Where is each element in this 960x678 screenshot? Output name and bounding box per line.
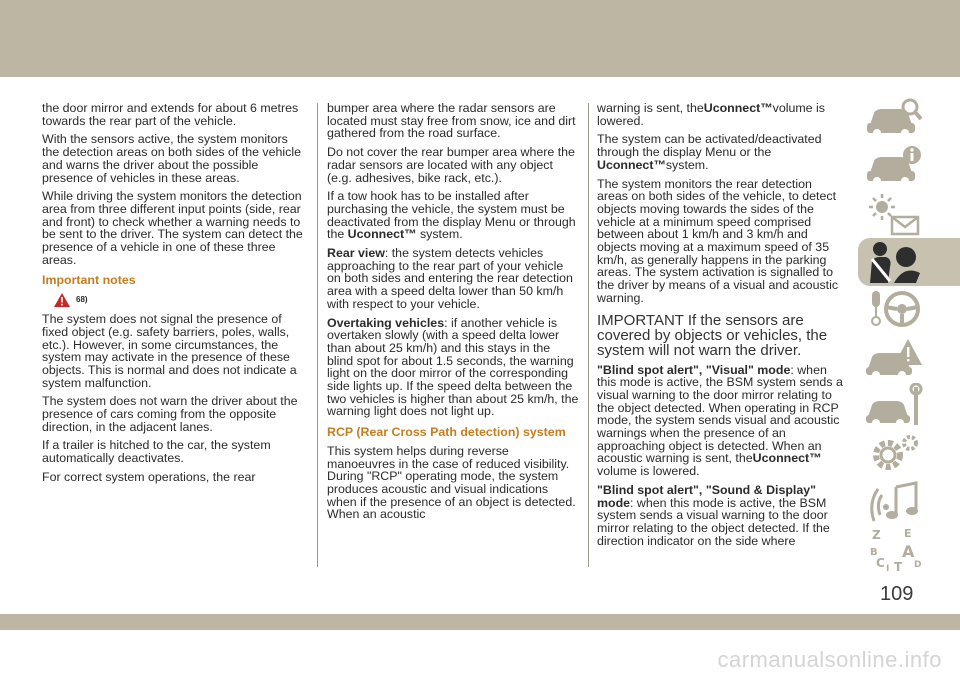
multimedia-icon: [864, 479, 924, 525]
nav-tab-safety[interactable]: [858, 238, 960, 286]
nav-tab-multimedia[interactable]: [858, 478, 960, 526]
text: : when this mode is active, the BSM system sends a visual warning to the door mirror relating to the object detected. If the direction indicator on the side where: [597, 495, 830, 548]
nav-tab-index[interactable]: [858, 526, 960, 574]
warning-triangle-icon: [54, 293, 70, 307]
index-icon: [864, 527, 924, 573]
nav-tab-technical-data[interactable]: [858, 430, 960, 478]
paragraph: [597, 102, 843, 127]
warning-lights-icon: [864, 191, 924, 237]
column-1: [42, 102, 308, 490]
uconnect-term: Uconnect™: [752, 451, 822, 466]
steering-wheel-icon: [864, 287, 924, 333]
paragraph: bumper area where the radar sensors are located must stay free from snow, ice and dirt gathered from the road surface.: [327, 101, 576, 141]
page-number: 109: [880, 583, 914, 605]
paragraph: With the sensors active, the system monitors the detection areas on both sides of the vehicle and warns the driver about the possible presence of vehicles in these areas.: [42, 132, 301, 185]
paragraph: [597, 484, 843, 548]
paragraph: The system does not warn the driver about the presence of cars coming from the opposite direction, in the adjacent lanes.: [42, 394, 298, 434]
text: volume is lowered.: [597, 464, 700, 479]
svg-text:D: D: [914, 560, 922, 570]
warning-reference: [54, 293, 308, 307]
svg-text:E: E: [904, 527, 912, 540]
column-divider: [317, 103, 318, 567]
svg-text:B: B: [870, 547, 878, 558]
text: system.: [665, 157, 709, 172]
paragraph: This system helps during reverse manoeuvres in the case of reduced visibility. During "RCP" operating mode, the system produces acoustic and visual indications when if the presence of an object is detected. When an acoustic: [327, 443, 576, 522]
text: volume is lowered.: [597, 101, 825, 128]
svg-text:C: C: [876, 556, 885, 570]
text: system.: [416, 227, 463, 242]
paragraph: [327, 190, 579, 241]
svg-text:T: T: [894, 560, 903, 573]
column-divider: [588, 103, 589, 567]
car-info-icon: [864, 143, 924, 189]
seat-belt-airbag-icon: [864, 239, 924, 285]
sound-mode-term: "Blind spot alert", "Sound & Display" mode: [597, 482, 817, 510]
uconnect-term: Uconnect™: [347, 227, 417, 242]
nav-tab-starting-driving[interactable]: [858, 286, 960, 334]
text: warning is sent, the: [597, 101, 704, 115]
text: : when this mode is active, the BSM system sends a visual warning to the door mirror relating to the object detected. When operating in RCP mode, the system sends visual and acoustic warnings when the presence of an approaching object is detected. When an acoustic warning is sent, the: [597, 362, 843, 466]
nav-tab-servicing[interactable]: [858, 382, 960, 430]
gear-icon: [864, 431, 924, 477]
important-note: IMPORTANT If the sensors are covered by objects or vehicles, the system will not warn the driver.: [597, 311, 828, 359]
paragraph: The system monitors the rear detection areas on both sides of the vehicle, to detect objects moving towards the sides of the vehicle at a minimum speed comprised between about 1 km/h and 3 km/h and objects moving at a maximum speed of 35 km/h, as generally happens in the parking areas. The system activation is signalled to the driver by means of a visual and acoustic warning.: [597, 176, 839, 305]
text: If a tow hook has to be installed after purchasing the vehicle, the system must be deactivated from the display Menu or through the: [327, 189, 576, 242]
important-notes-heading: Important notes: [42, 273, 136, 288]
nav-tab-dashboard[interactable]: [858, 142, 960, 190]
watermark: carmanualsonline.info: [717, 647, 942, 672]
paragraph: For correct system operations, the rear: [42, 469, 256, 484]
uconnect-term: Uconnect™: [597, 157, 666, 172]
paragraph: [327, 317, 579, 419]
nav-tab-in-an-emergency[interactable]: [858, 334, 960, 382]
paragraph: [597, 133, 843, 171]
paragraph: While driving the system monitors the detection area from three different input points (side, rear and front) to check whether a warning needs to be sent to the driver. The system can detect the presence of a vehicle in one of these three areas.: [42, 189, 303, 267]
visual-mode-term: "Blind spot alert", "Visual" mode: [597, 362, 791, 377]
nav-tab-getting-to-know[interactable]: [858, 94, 960, 142]
paragraph: Do not cover the rear bumper area where the radar sensors are located with any object (e.g. adhesives, bike rack, etc.).: [327, 145, 575, 185]
rcp-heading: RCP (Rear Cross Path detection) system: [327, 425, 566, 440]
svg-text:I: I: [886, 564, 890, 573]
top-band: [0, 0, 960, 77]
paragraph: The system does not signal the presence of fixed object (e.g. safety barriers, poles, walls, etc.). However, in some circumstances, the system may activate in the presence of these objects. This is normal and does not indicate a system malfunction.: [42, 312, 297, 390]
overtaking-term: Overtaking vehicles: [327, 315, 445, 330]
text: The system can be activated/deactivated through the display Menu or the: [597, 132, 822, 160]
car-search-icon: [864, 95, 924, 141]
nav-tab-warning-lights[interactable]: [858, 190, 960, 238]
bottom-band: [0, 614, 960, 630]
paragraph: [327, 247, 579, 311]
svg-text:Z: Z: [872, 528, 881, 542]
car-tools-icon: [864, 383, 924, 429]
text: : the system detects vehicles approaching to the rear part of your vehicle on both sides and entering the rear detection area with a speed delta lower than 50 km/h with respect to your vehicle.: [327, 246, 573, 311]
paragraph: the door mirror and extends for about 6 metres towards the rear part of the vehicle.: [42, 101, 299, 128]
uconnect-term: Uconnect™: [703, 101, 773, 115]
text: : if another vehicle is overtaken slowly (with a speed delta lower than about 25 km/h) and this stays in the blind spot for about 1.5 seconds, the warning light on the door mirror of the corresponding side lights up. If the speed delta between the two vehicles is higher than about 25 km/h, the warning light does not light up.: [327, 315, 579, 419]
paragraph: [597, 364, 843, 478]
column-3: [597, 102, 843, 553]
car-warning-road-icon: [864, 335, 924, 381]
rear-view-term: Rear view: [327, 246, 385, 261]
warning-ref-number: 68): [76, 294, 88, 304]
column-2: [327, 102, 579, 527]
svg-text:A: A: [902, 542, 915, 561]
paragraph: If a trailer is hitched to the car, the system automatically deactivates.: [42, 438, 271, 466]
